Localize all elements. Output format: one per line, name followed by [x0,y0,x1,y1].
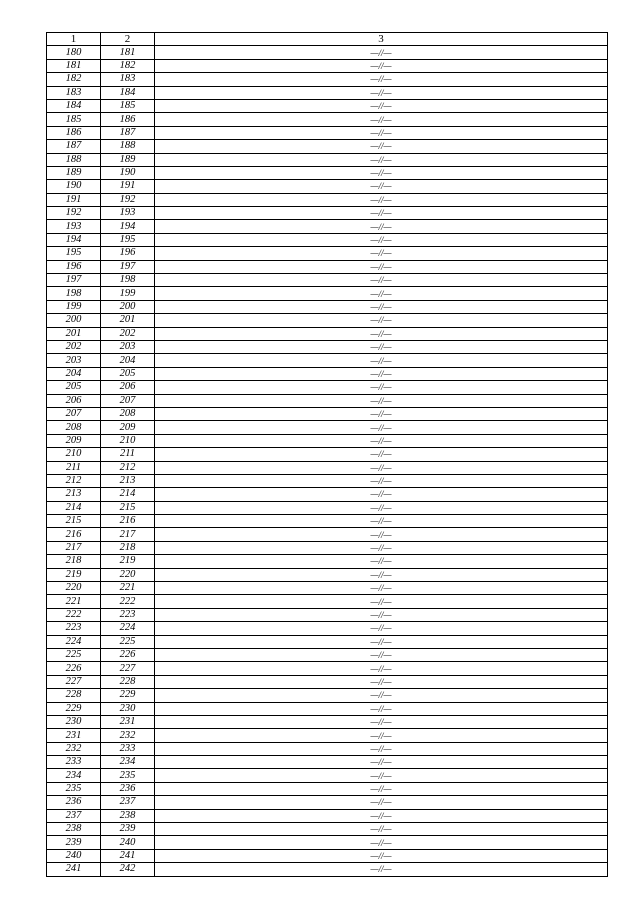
table-cell-col-2: 212 [101,461,155,474]
table-cell-col-2: 208 [101,407,155,420]
table-cell-col-3: —//— [155,287,608,300]
table-row [47,849,608,862]
table-cell-col-1: 213 [47,488,101,501]
table-cell-col-3: —//— [155,488,608,501]
table-cell-col-2: 191 [101,180,155,193]
table-cell-col-1: 195 [47,247,101,260]
table-cell-col-1: 239 [47,836,101,849]
table-cell-col-2: 202 [101,327,155,340]
table-row [47,648,608,661]
table-row [47,555,608,568]
table-row [47,528,608,541]
table-cell-col-2: 205 [101,367,155,380]
table-row [47,421,608,434]
table-row [47,126,608,139]
table-cell-col-3: —//— [155,756,608,769]
table-cell-col-1: 219 [47,568,101,581]
table-cell-col-2: 220 [101,568,155,581]
table-row [47,635,608,648]
table-cell-col-2: 227 [101,662,155,675]
table-cell-col-2: 201 [101,314,155,327]
table-cell-col-1: 235 [47,782,101,795]
header-row [47,33,608,46]
table-cell-col-2: 206 [101,381,155,394]
table-cell-col-3: —//— [155,782,608,795]
table-cell-col-1: 193 [47,220,101,233]
table-cell-col-1: 186 [47,126,101,139]
table-cell-col-1: 204 [47,367,101,380]
table-cell-col-3: —//— [155,274,608,287]
table-row [47,193,608,206]
table-cell-col-3: —//— [155,863,608,876]
table-cell-col-3: —//— [155,622,608,635]
table-cell-col-2: 192 [101,193,155,206]
table-row [47,73,608,86]
table-cell-col-3: —//— [155,635,608,648]
table-cell-col-1: 202 [47,340,101,353]
table-cell-col-3: —//— [155,541,608,554]
table-row [47,314,608,327]
table-cell-col-3: —//— [155,474,608,487]
table-cell-col-3: —//— [155,849,608,862]
table-cell-col-3: —//— [155,662,608,675]
table-cell-col-3: —//— [155,595,608,608]
table-row [47,233,608,246]
table-row [47,113,608,126]
table-cell-col-1: 226 [47,662,101,675]
table-row [47,782,608,795]
table-cell-col-2: 203 [101,340,155,353]
table-cell-col-3: —//— [155,582,608,595]
table-cell-col-2: 182 [101,59,155,72]
table-cell-col-2: 225 [101,635,155,648]
table-cell-col-2: 197 [101,260,155,273]
table-row [47,247,608,260]
table-cell-col-1: 232 [47,742,101,755]
table-cell-col-3: —//— [155,99,608,112]
table-cell-col-2: 193 [101,207,155,220]
table-cell-col-1: 190 [47,180,101,193]
table-cell-col-3: —//— [155,220,608,233]
table-cell-col-1: 224 [47,635,101,648]
table-cell-col-1: 188 [47,153,101,166]
table-row [47,394,608,407]
table-cell-col-2: 199 [101,287,155,300]
table-cell-col-2: 183 [101,73,155,86]
table-row [47,796,608,809]
table-cell-col-3: —//— [155,233,608,246]
table-header [47,33,608,46]
table-cell-col-2: 234 [101,756,155,769]
table-cell-col-3: —//— [155,434,608,447]
table-cell-col-1: 208 [47,421,101,434]
table-cell-col-2: 229 [101,689,155,702]
table-cell-col-1: 238 [47,823,101,836]
table-cell-col-1: 191 [47,193,101,206]
table-cell-col-1: 237 [47,809,101,822]
table-cell-col-3: —//— [155,675,608,688]
table-cell-col-1: 217 [47,541,101,554]
table-cell-col-1: 233 [47,756,101,769]
table-cell-col-1: 230 [47,715,101,728]
table-cell-col-3: —//— [155,702,608,715]
table-cell-col-1: 189 [47,166,101,179]
table-cell-col-2: 240 [101,836,155,849]
table-cell-col-2: 230 [101,702,155,715]
table-cell-col-3: —//— [155,809,608,822]
table-row [47,836,608,849]
table-cell-col-1: 183 [47,86,101,99]
table-cell-col-3: —//— [155,448,608,461]
column-header-3: 3 [155,33,608,46]
table-cell-col-2: 233 [101,742,155,755]
table-cell-col-3: —//— [155,193,608,206]
table-cell-col-1: 212 [47,474,101,487]
table-cell-col-3: —//— [155,689,608,702]
table-cell-col-3: —//— [155,180,608,193]
table-row [47,180,608,193]
table-cell-col-3: —//— [155,153,608,166]
table-cell-col-2: 217 [101,528,155,541]
table-row [47,287,608,300]
table-cell-col-3: —//— [155,715,608,728]
table-cell-col-1: 218 [47,555,101,568]
table-cell-col-1: 182 [47,73,101,86]
table-cell-col-2: 187 [101,126,155,139]
table-row [47,367,608,380]
table-cell-col-3: —//— [155,86,608,99]
table-cell-col-3: —//— [155,407,608,420]
table-cell-col-3: —//— [155,555,608,568]
table-cell-col-1: 207 [47,407,101,420]
table-cell-col-2: 223 [101,608,155,621]
table-cell-col-3: —//— [155,140,608,153]
table-row [47,86,608,99]
table-cell-col-3: —//— [155,247,608,260]
table-row [47,448,608,461]
table-row [47,153,608,166]
table-row [47,207,608,220]
table-cell-col-1: 192 [47,207,101,220]
table-row [47,99,608,112]
table-cell-col-1: 180 [47,46,101,59]
table-row [47,461,608,474]
table-row [47,260,608,273]
table-cell-col-1: 210 [47,448,101,461]
table-cell-col-1: 206 [47,394,101,407]
table-row [47,274,608,287]
table-cell-col-1: 197 [47,274,101,287]
table-cell-col-3: —//— [155,648,608,661]
table-row [47,474,608,487]
table-row [47,809,608,822]
table-row [47,59,608,72]
table-row [47,340,608,353]
table-cell-col-1: 231 [47,729,101,742]
table-cell-col-2: 219 [101,555,155,568]
table-cell-col-2: 213 [101,474,155,487]
table-cell-col-3: —//— [155,421,608,434]
table-cell-col-3: —//— [155,515,608,528]
table-row [47,582,608,595]
table-cell-col-2: 194 [101,220,155,233]
table-cell-col-1: 181 [47,59,101,72]
table-cell-col-1: 223 [47,622,101,635]
table-cell-col-2: 218 [101,541,155,554]
table-cell-col-2: 214 [101,488,155,501]
table-cell-col-3: —//— [155,823,608,836]
table-cell-col-2: 238 [101,809,155,822]
table-row [47,166,608,179]
table-cell-col-1: 241 [47,863,101,876]
table-row [47,46,608,59]
table-cell-col-1: 221 [47,595,101,608]
table-cell-col-2: 198 [101,274,155,287]
table-row [47,541,608,554]
table-row [47,675,608,688]
table-cell-col-2: 196 [101,247,155,260]
table-cell-col-2: 237 [101,796,155,809]
table-cell-col-2: 228 [101,675,155,688]
table-row [47,662,608,675]
table-cell-col-3: —//— [155,836,608,849]
table-cell-col-1: 184 [47,99,101,112]
table-cell-col-3: —//— [155,314,608,327]
table-cell-col-3: —//— [155,59,608,72]
table-row [47,742,608,755]
table-body [47,46,608,876]
table-cell-col-3: —//— [155,166,608,179]
table-cell-col-3: —//— [155,501,608,514]
table-cell-col-3: —//— [155,568,608,581]
table-cell-col-3: —//— [155,300,608,313]
table-cell-col-3: —//— [155,394,608,407]
table-cell-col-1: 200 [47,314,101,327]
table-row [47,220,608,233]
table-row [47,823,608,836]
table-cell-col-2: 216 [101,515,155,528]
table-cell-col-3: —//— [155,528,608,541]
table-cell-col-3: —//— [155,46,608,59]
table-cell-col-3: —//— [155,207,608,220]
table-cell-col-2: 242 [101,863,155,876]
table-cell-col-1: 203 [47,354,101,367]
table-cell-col-1: 225 [47,648,101,661]
table-cell-col-2: 204 [101,354,155,367]
table-row [47,327,608,340]
table-cell-col-2: 226 [101,648,155,661]
table-cell-col-3: —//— [155,126,608,139]
table-cell-col-2: 207 [101,394,155,407]
table-row [47,622,608,635]
table-cell-col-3: —//— [155,113,608,126]
table-cell-col-3: —//— [155,367,608,380]
table-row [47,354,608,367]
table-row [47,381,608,394]
table-cell-col-1: 236 [47,796,101,809]
column-header-2: 2 [101,33,155,46]
table-cell-col-1: 222 [47,608,101,621]
table-cell-col-1: 229 [47,702,101,715]
table-row [47,515,608,528]
table-row [47,715,608,728]
table-row [47,407,608,420]
table-cell-col-1: 194 [47,233,101,246]
table-cell-col-2: 241 [101,849,155,862]
table-cell-col-3: —//— [155,327,608,340]
table-cell-col-2: 222 [101,595,155,608]
table-cell-col-1: 198 [47,287,101,300]
table-cell-col-2: 200 [101,300,155,313]
table-cell-col-3: —//— [155,340,608,353]
table-cell-col-1: 240 [47,849,101,862]
table-cell-col-2: 188 [101,140,155,153]
table-row [47,488,608,501]
table-cell-col-1: 199 [47,300,101,313]
table-cell-col-2: 190 [101,166,155,179]
table-row [47,434,608,447]
table-row [47,702,608,715]
table-cell-col-1: 185 [47,113,101,126]
table-row [47,501,608,514]
table-cell-col-2: 231 [101,715,155,728]
table-cell-col-1: 220 [47,582,101,595]
table-cell-col-3: —//— [155,742,608,755]
table-cell-col-1: 216 [47,528,101,541]
table-row [47,756,608,769]
table-cell-col-2: 215 [101,501,155,514]
table-row [47,300,608,313]
table-cell-col-1: 209 [47,434,101,447]
table-cell-col-3: —//— [155,769,608,782]
table-cell-col-1: 215 [47,515,101,528]
table-cell-col-2: 189 [101,153,155,166]
column-header-1: 1 [47,33,101,46]
table-cell-col-3: —//— [155,796,608,809]
table-cell-col-3: —//— [155,73,608,86]
table-cell-col-3: —//— [155,354,608,367]
table-cell-col-3: —//— [155,729,608,742]
table-cell-col-2: 224 [101,622,155,635]
table-cell-col-1: 234 [47,769,101,782]
table-cell-col-2: 221 [101,582,155,595]
data-table [46,32,608,877]
table-cell-col-1: 187 [47,140,101,153]
table-row [47,568,608,581]
table-cell-col-1: 196 [47,260,101,273]
table-cell-col-2: 185 [101,99,155,112]
table-row [47,140,608,153]
table-cell-col-1: 201 [47,327,101,340]
table-cell-col-2: 186 [101,113,155,126]
table-cell-col-3: —//— [155,461,608,474]
table-cell-col-1: 227 [47,675,101,688]
table-row [47,608,608,621]
table-cell-col-2: 181 [101,46,155,59]
table-cell-col-3: —//— [155,608,608,621]
table-cell-col-1: 228 [47,689,101,702]
table-cell-col-2: 184 [101,86,155,99]
table-row [47,595,608,608]
table-row [47,863,608,876]
table-row [47,689,608,702]
table-cell-col-2: 195 [101,233,155,246]
table-cell-col-3: —//— [155,260,608,273]
table-cell-col-2: 210 [101,434,155,447]
table-cell-col-2: 239 [101,823,155,836]
table-cell-col-1: 211 [47,461,101,474]
table-row [47,769,608,782]
table-cell-col-2: 235 [101,769,155,782]
table-cell-col-2: 211 [101,448,155,461]
table-cell-col-2: 209 [101,421,155,434]
table-row [47,729,608,742]
table-cell-col-1: 205 [47,381,101,394]
table-cell-col-3: —//— [155,381,608,394]
table-cell-col-1: 214 [47,501,101,514]
table-cell-col-2: 232 [101,729,155,742]
table-cell-col-2: 236 [101,782,155,795]
